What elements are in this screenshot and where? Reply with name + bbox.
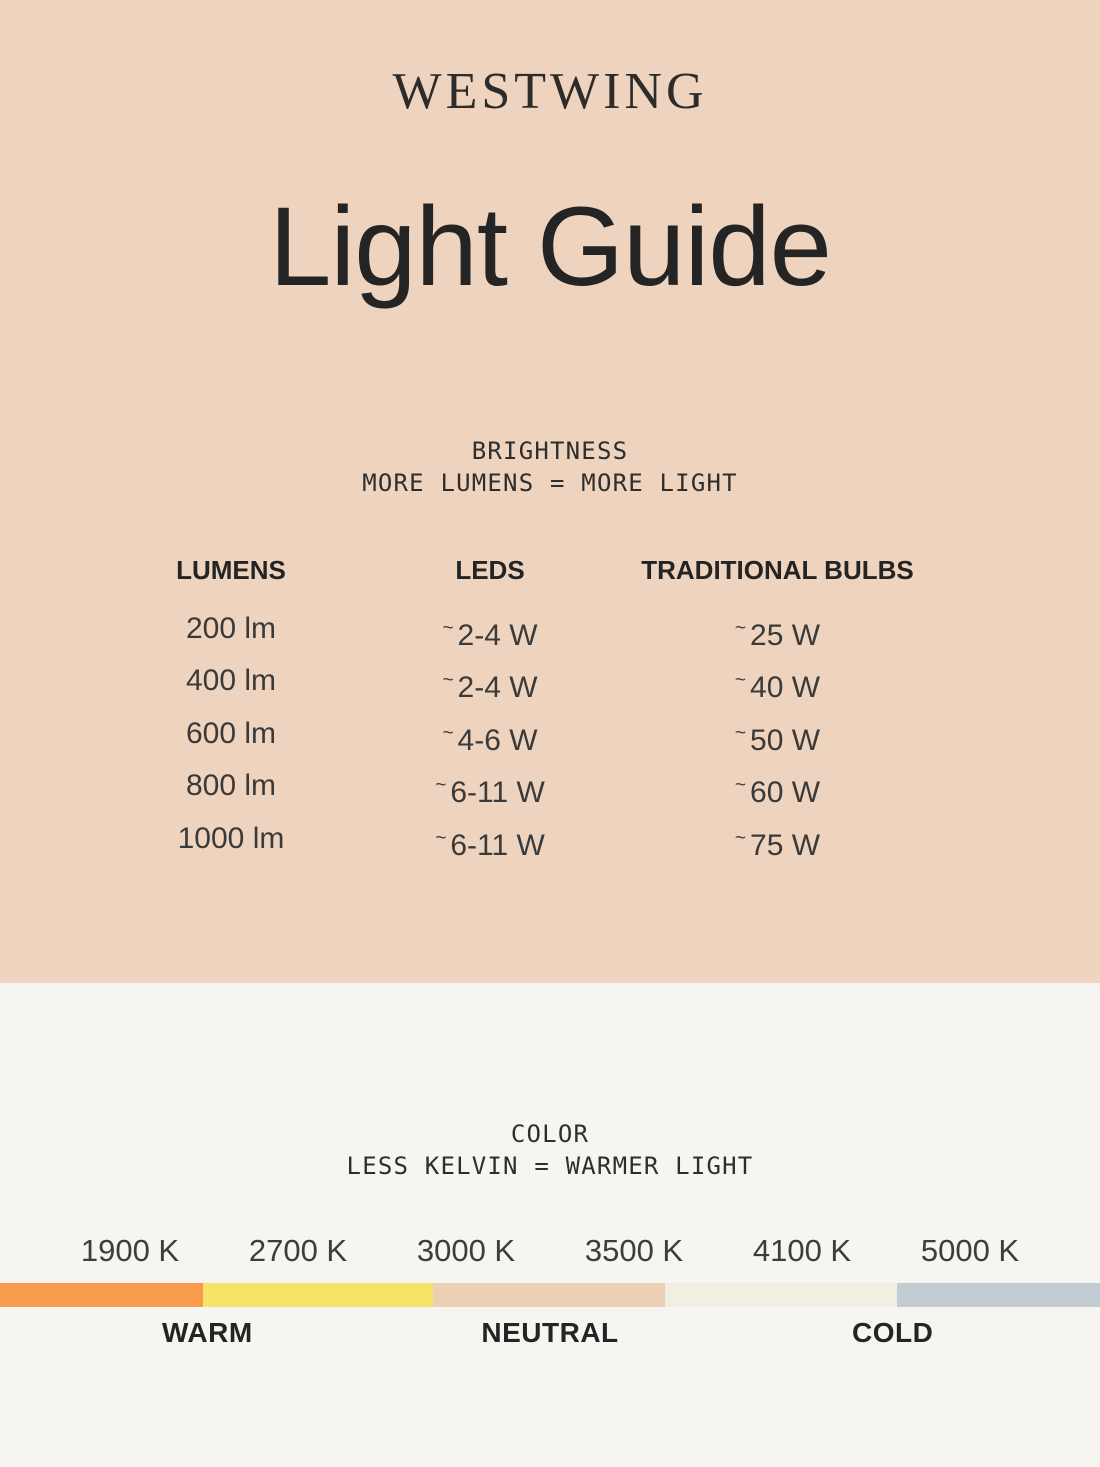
brightness-subheading: MORE LUMENS = MORE LIGHT	[362, 469, 738, 497]
approx-symbol: ~	[734, 828, 747, 849]
color-subheading: LESS KELVIN = WARMER LIGHT	[346, 1152, 754, 1180]
approx-symbol: ~	[442, 618, 454, 639]
bar-segment-neutral-cream	[665, 1283, 897, 1307]
bulb-watts-value	[620, 717, 935, 758]
led-watts-value	[380, 769, 600, 810]
bar-segment-warm-orange	[0, 1283, 203, 1307]
zone-label-cold: COLD	[852, 1317, 934, 1348]
kelvin-scale-labels	[0, 1233, 1100, 1269]
table-row	[0, 612, 1100, 652]
led-watts-value	[380, 717, 600, 758]
approx-symbol: ~	[435, 775, 447, 796]
column-header-lumens: LUMENS	[176, 555, 286, 585]
approx-symbol: ~	[734, 723, 747, 744]
lumens-value: 400 lm	[185, 664, 277, 697]
approx-symbol: ~	[435, 828, 447, 849]
zone-label-warm: WARM	[162, 1317, 253, 1348]
kelvin-label: 3000 K	[416, 1233, 516, 1268]
approx-symbol: ~	[734, 775, 747, 796]
bar-segment-warm-yellow	[203, 1283, 433, 1307]
bulb-watts-value	[620, 664, 935, 705]
table-row	[0, 664, 1100, 704]
column-header-leds: LEDS	[455, 555, 525, 585]
table-row	[0, 769, 1100, 809]
westwing-logo: WESTWING	[392, 63, 708, 120]
bulb-watts-text: 60 W	[750, 776, 821, 809]
color-heading: COLOR	[510, 1120, 590, 1148]
table-row	[0, 717, 1100, 757]
lumens-value: 800 lm	[185, 769, 277, 802]
color-temperature-bar	[0, 1283, 1100, 1307]
led-watts-value	[380, 664, 600, 705]
lumens-value: 1000 lm	[177, 822, 285, 855]
led-watts-value	[380, 612, 600, 653]
bulb-watts-value	[620, 822, 935, 863]
kelvin-label: 4100 K	[752, 1233, 852, 1268]
bulb-watts-text: 50 W	[750, 724, 821, 757]
table-header-row	[0, 554, 1100, 590]
column-header-traditional-bulbs: TRADITIONAL BULBS	[641, 555, 914, 585]
color-section	[0, 983, 1100, 1467]
zone-label-neutral: NEUTRAL	[481, 1317, 619, 1348]
kelvin-label: 5000 K	[920, 1233, 1020, 1268]
approx-symbol: ~	[734, 670, 747, 691]
table-row	[0, 822, 1100, 862]
led-watts-text: 4-6 W	[457, 724, 538, 757]
bulb-watts-text: 40 W	[750, 671, 821, 704]
bar-segment-cold-blue	[897, 1283, 1100, 1307]
bulb-watts-text: 25 W	[750, 619, 821, 652]
led-watts-value	[380, 822, 600, 863]
approx-symbol: ~	[442, 723, 454, 744]
led-watts-text: 6-11 W	[450, 776, 545, 809]
approx-symbol: ~	[442, 670, 454, 691]
kelvin-label: 2700 K	[248, 1233, 348, 1268]
approx-symbol: ~	[734, 618, 747, 639]
bar-segment-neutral-peach	[433, 1283, 665, 1307]
led-watts-text: 6-11 W	[450, 829, 545, 862]
lumens-value: 200 lm	[185, 612, 277, 645]
kelvin-label: 3500 K	[584, 1233, 684, 1268]
page-title: Light Guide	[269, 184, 831, 309]
kelvin-label: 1900 K	[80, 1233, 180, 1268]
bulb-watts-text: 75 W	[750, 829, 821, 862]
led-watts-text: 2-4 W	[457, 619, 538, 652]
brightness-heading: BRIGHTNESS	[471, 437, 629, 465]
bulb-watts-value	[620, 769, 935, 810]
led-watts-text: 2-4 W	[457, 671, 538, 704]
lumens-value: 600 lm	[185, 717, 277, 750]
temperature-zone-labels	[0, 1316, 1100, 1350]
bulb-watts-value	[620, 612, 935, 653]
